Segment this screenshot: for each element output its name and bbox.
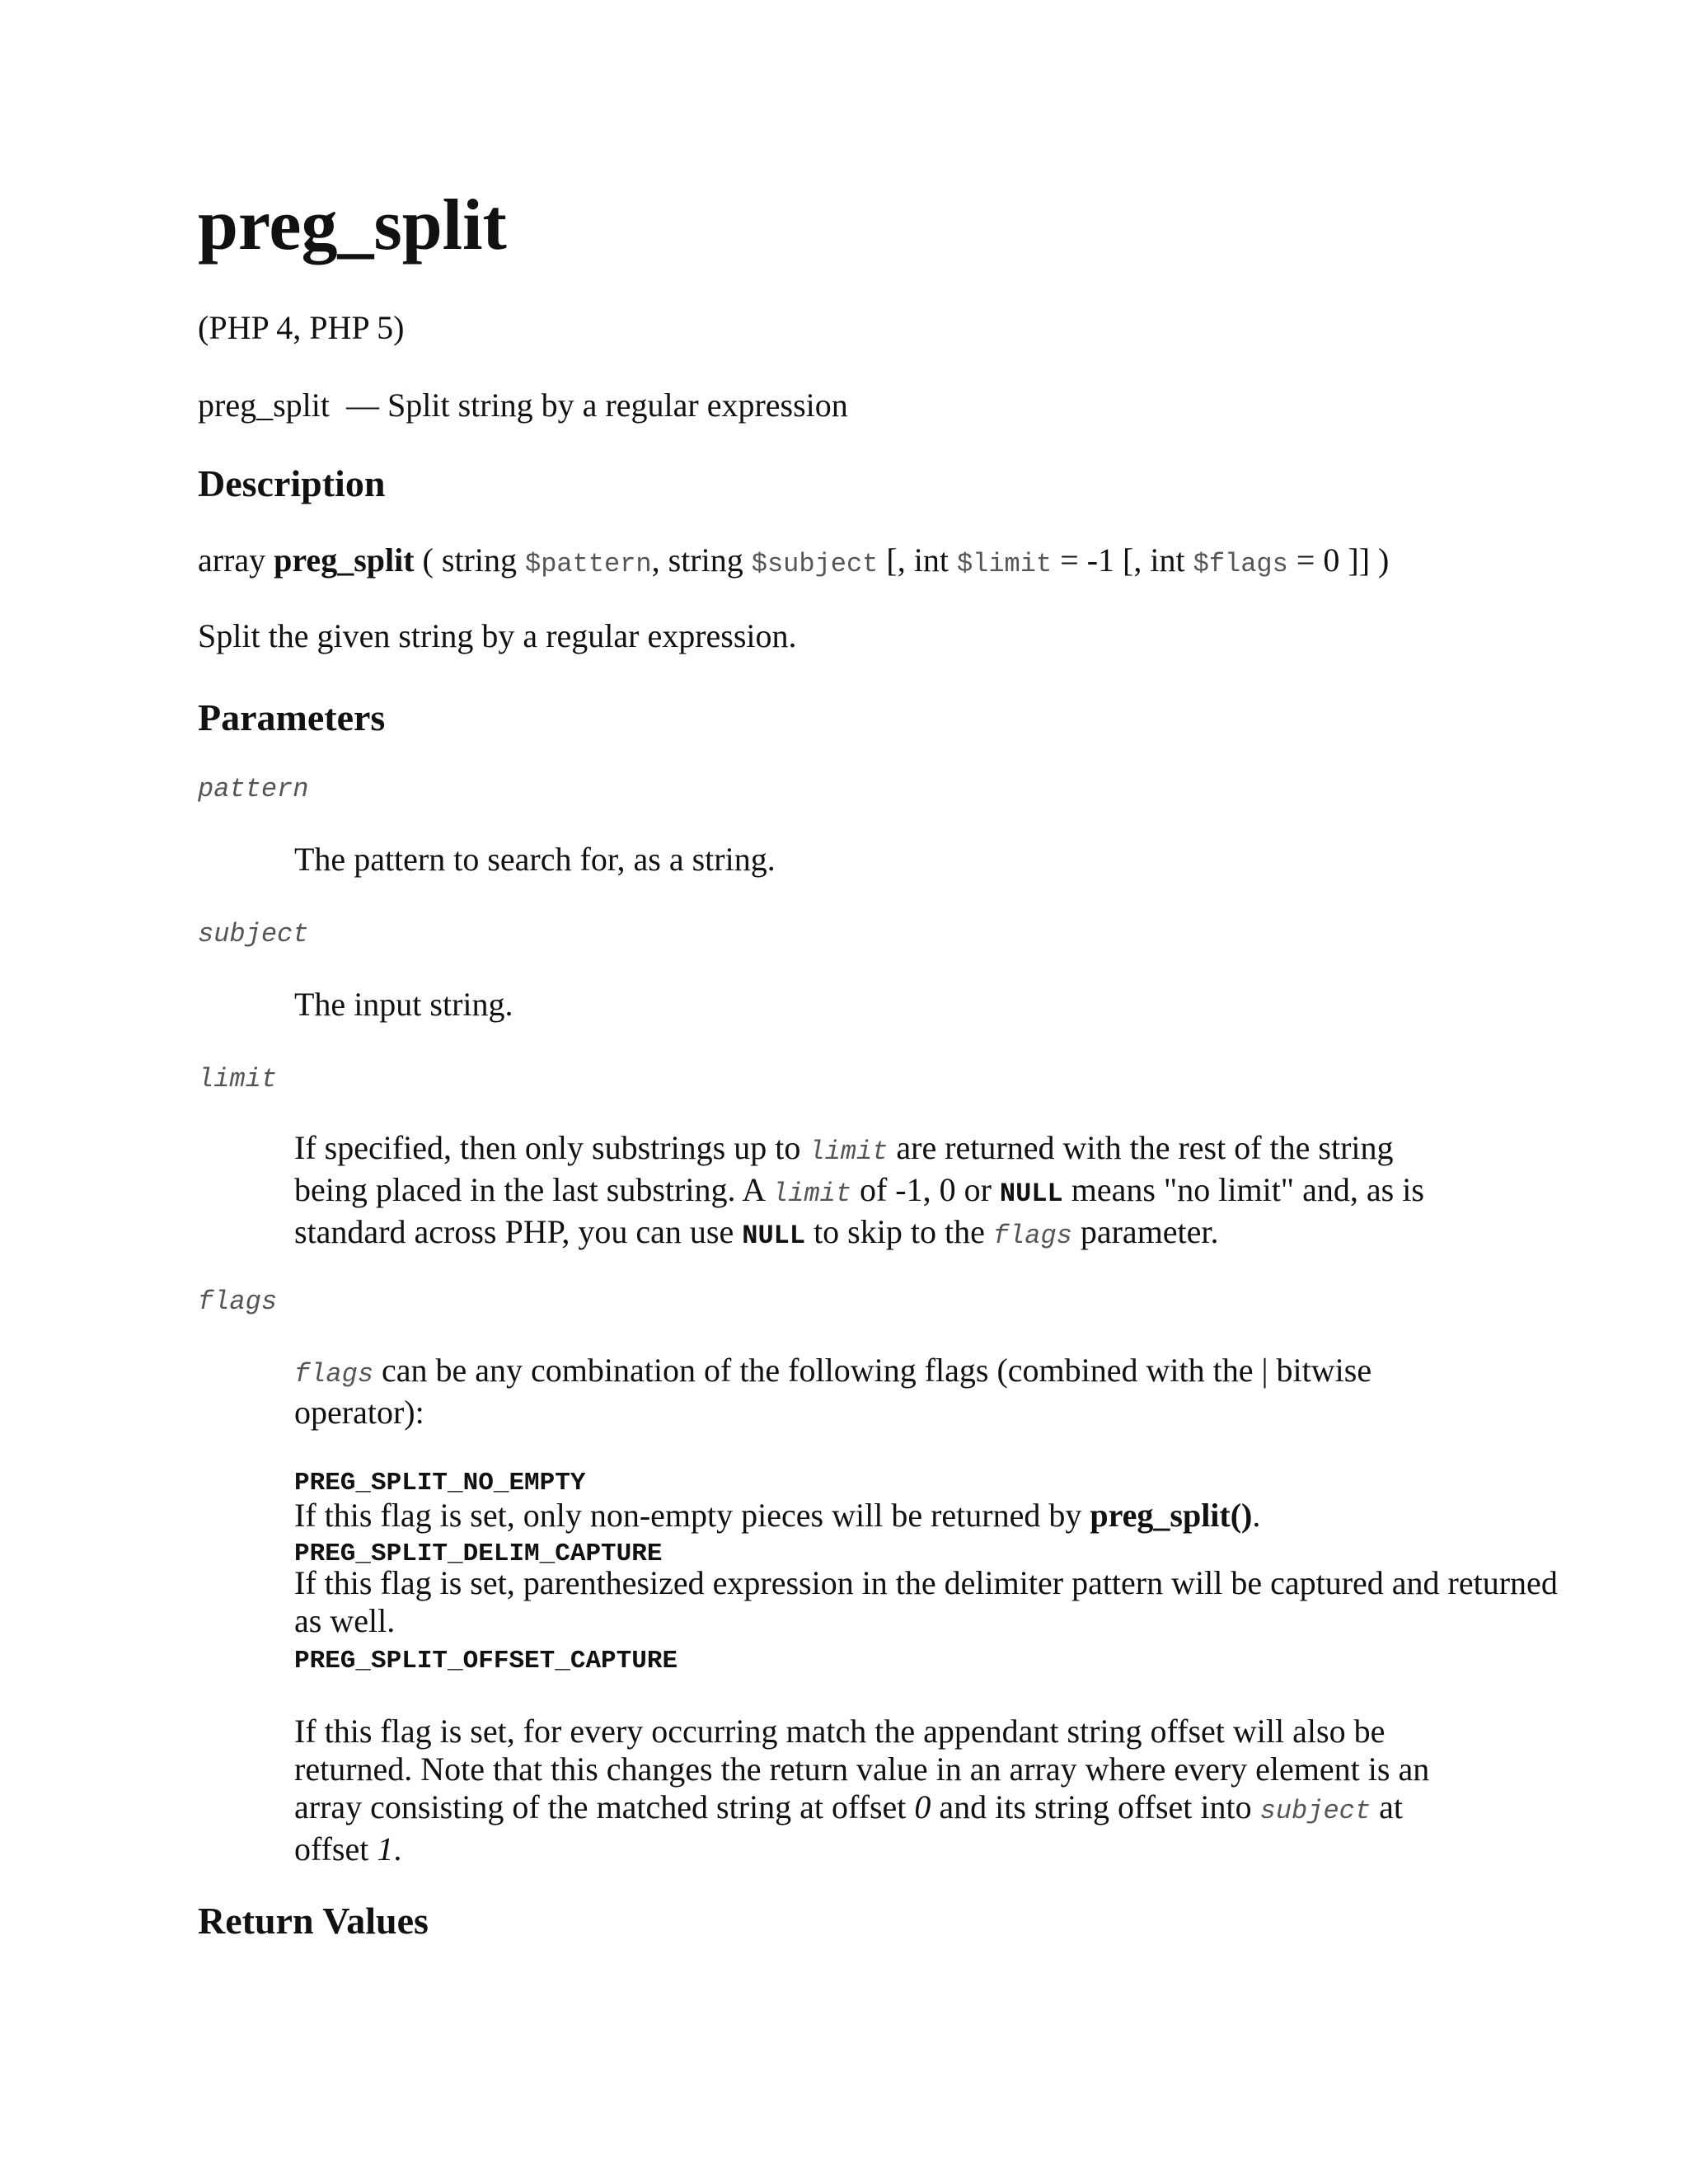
param-desc-flags <box>294 1352 1448 1432</box>
function-reference: preg_split() <box>1090 1497 1253 1534</box>
method-synopsis <box>198 541 1390 579</box>
synopsis-sep: , <box>651 541 660 579</box>
text: If specified, then only substrings up to <box>294 1129 801 1166</box>
synopsis-function-name: preg_split <box>274 541 415 579</box>
synopsis-optional: [, <box>1123 541 1142 579</box>
synopsis-type: string <box>441 541 517 579</box>
text: If this flag is set, for every occurring match the appendant string offset will also be returned. Note that this changes the return value in an array where every element is an array consisting of the matched string at offset <box>294 1713 1430 1825</box>
synopsis-param: $limit <box>956 549 1053 579</box>
synopsis-open-paren: ( <box>422 541 434 579</box>
text: parameter. <box>1080 1213 1219 1250</box>
synopsis-default: = -1 <box>1060 541 1115 579</box>
flag-desc-no-empty <box>294 1497 1465 1535</box>
text: are returned with the rest of the string being placed in the last substring. A <box>294 1129 1394 1208</box>
code-parameter: subject <box>1259 1796 1372 1826</box>
text: at offset <box>294 1788 1403 1868</box>
synopsis-optional: [, <box>886 541 906 579</box>
refname: preg_split <box>198 387 330 424</box>
text: . <box>393 1830 402 1868</box>
synopsis-return-type: array <box>198 541 266 579</box>
code-parameter: flags <box>992 1221 1072 1251</box>
page-title: preg_split <box>198 185 507 265</box>
literal-value: 1 <box>377 1830 394 1868</box>
param-name-pattern: pattern <box>198 774 309 804</box>
param-name-limit: limit <box>198 1064 278 1094</box>
flag-desc-offset-capture <box>294 1713 1481 1868</box>
flag-name-delim-capture: PREG_SPLIT_DELIM_CAPTURE <box>294 1540 663 1568</box>
code-constant: NULL <box>742 1221 806 1251</box>
param-desc-pattern: The pattern to search for, as a string. <box>294 841 776 878</box>
flag-name-no-empty: PREG_SPLIT_NO_EMPTY <box>294 1469 586 1497</box>
text: of -1, 0 or <box>859 1171 992 1208</box>
text: to skip to the <box>814 1213 985 1250</box>
synopsis-default: = 0 ]] ) <box>1296 541 1390 579</box>
synopsis-type: int <box>1150 541 1185 579</box>
code-constant: NULL <box>999 1179 1063 1209</box>
section-heading-description: Description <box>198 462 386 504</box>
code-parameter: flags <box>294 1359 374 1390</box>
flag-desc-delim-capture: If this flag is set, parenthesized expression in the delimiter pattern will be captured and returned as well. <box>294 1564 1558 1639</box>
synopsis-type: string <box>668 541 743 579</box>
text: means "no limit" and, as is standard across PHP, you can use <box>294 1171 1424 1250</box>
param-name-subject: subject <box>198 919 309 949</box>
param-desc-subject: The input string. <box>294 986 513 1023</box>
text: and its string offset into <box>939 1788 1252 1825</box>
description-text: Split the given string by a regular expression. <box>198 617 797 654</box>
synopsis-param: $flags <box>1193 549 1288 579</box>
refpurpose <box>198 389 848 422</box>
dash: — <box>345 387 379 424</box>
param-name-flags: flags <box>198 1286 278 1317</box>
synopsis-param: $pattern <box>525 549 652 579</box>
flag-name-offset-capture: PREG_SPLIT_OFFSET_CAPTURE <box>294 1647 678 1675</box>
synopsis-param: $subject <box>751 549 879 579</box>
text: . <box>1252 1497 1261 1534</box>
section-heading-return-values: Return Values <box>198 1900 429 1942</box>
code-parameter: limit <box>809 1137 889 1167</box>
purpose-text: Split string by a regular expression <box>387 387 848 424</box>
text: If this flag is set, only non-empty pieces will be returned by <box>294 1497 1082 1534</box>
text: can be any combination of the following flags (combined with the | bitwise operator): <box>294 1352 1372 1431</box>
literal-value: 0 <box>914 1788 931 1825</box>
param-desc-limit <box>294 1129 1465 1255</box>
synopsis-type: int <box>913 541 949 579</box>
section-heading-parameters: Parameters <box>198 696 386 738</box>
code-parameter: limit <box>771 1179 851 1209</box>
version-info: (PHP 4, PHP 5) <box>198 309 405 346</box>
